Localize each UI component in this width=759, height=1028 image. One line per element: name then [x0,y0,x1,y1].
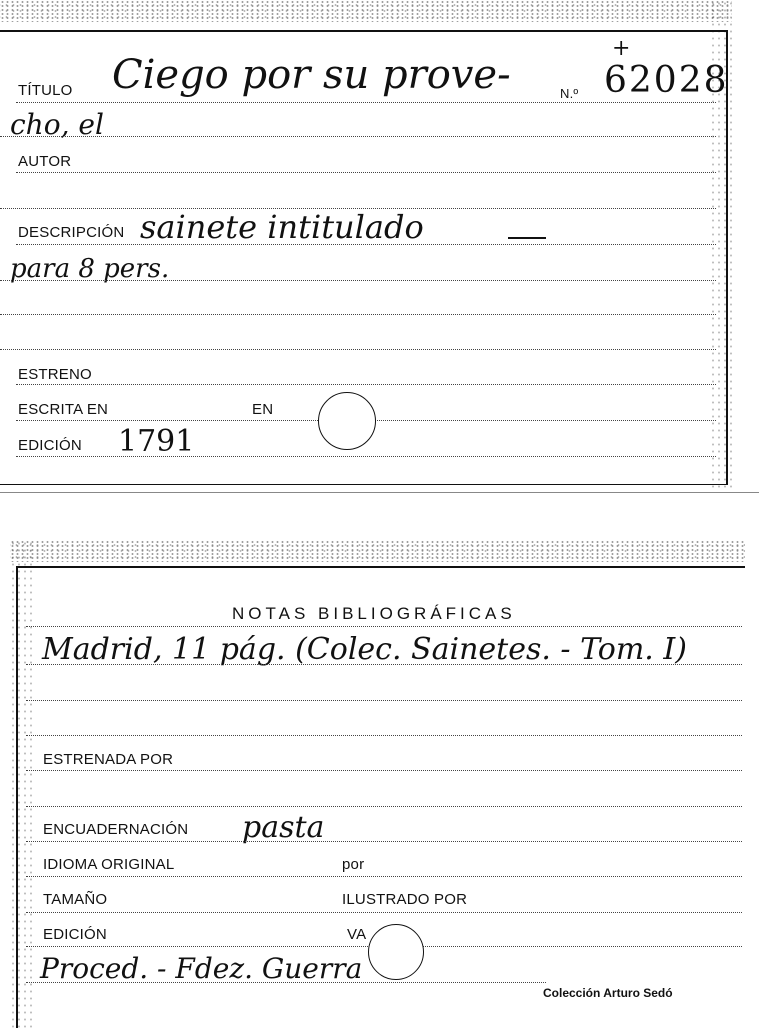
descripcion-rule [16,244,716,245]
rule [26,626,742,627]
edicion-label: EDICIÓN [18,437,82,454]
notas-heading: NOTAS BIBLIOGRÁFICAS [232,604,516,623]
rule [26,876,742,877]
rule [0,349,716,350]
card-top-border [16,566,745,568]
descripcion-continuation: para 8 pers. [10,254,170,284]
card-edge-texture [0,0,732,22]
rule [0,280,716,281]
descripcion-label: DESCRIPCIÓN [18,224,125,241]
titulo-value: Ciego por su prove- [112,52,511,98]
punch-hole [368,924,424,980]
rule [26,664,742,665]
ilustrado-label: ILUSTRADO POR [342,891,468,908]
idioma-label: IDIOMA ORIGINAL [43,856,175,873]
titulo-rule [16,102,716,103]
card-edge-texture [10,540,32,1028]
titulo-continuation: cho, el [10,108,104,141]
descripcion-value: sainete intitulado [140,208,424,246]
titulo-label: TÍTULO [18,82,73,99]
rule [0,314,716,315]
numero-label: N.º [560,86,579,101]
estreno-label: ESTRENO [18,366,92,383]
card-left-border [16,566,18,1028]
tamano-label: TAMAÑO [43,891,108,908]
rule [26,912,742,913]
card-bottom-border [0,484,728,485]
catalog-card-back [10,540,745,1028]
punch-hole [318,392,376,450]
estreno-rule [16,384,716,385]
card-top-border [0,30,728,32]
card-separator [0,492,759,493]
edicion-value: 1791 [118,424,195,459]
rule [26,735,742,736]
numero-value: 62028 [604,60,729,101]
estrenada-label: ESTRENADA POR [43,751,174,768]
rule [26,770,742,771]
autor-label: AUTOR [18,153,72,170]
en-label: EN [252,401,274,418]
va-label: VA [347,926,367,943]
card-edge-texture [10,540,745,562]
edicion-rule [16,456,716,457]
rule [26,982,546,983]
por-label: por [342,856,365,873]
escrita-label: ESCRITA EN [18,401,109,418]
autor-rule [16,172,716,173]
rule [26,806,742,807]
rule [26,841,742,842]
rule [0,136,716,137]
rule [26,700,742,701]
notas-value: Madrid, 11 pág. (Colec. Sainetes. - Tom. I) [42,632,687,667]
dash-mark [508,237,546,239]
encuadernacion-value: pasta [242,810,325,845]
collection-credit: Colección Arturo Sedó [543,986,673,1000]
cross-mark: + [612,36,631,61]
catalog-card-front [0,0,732,488]
encuadernacion-label: ENCUADERNACIÓN [43,821,189,838]
edicion-back-label: EDICIÓN [43,926,107,943]
procedencia-value: Proced. - Fdez. Guerra [40,952,363,985]
